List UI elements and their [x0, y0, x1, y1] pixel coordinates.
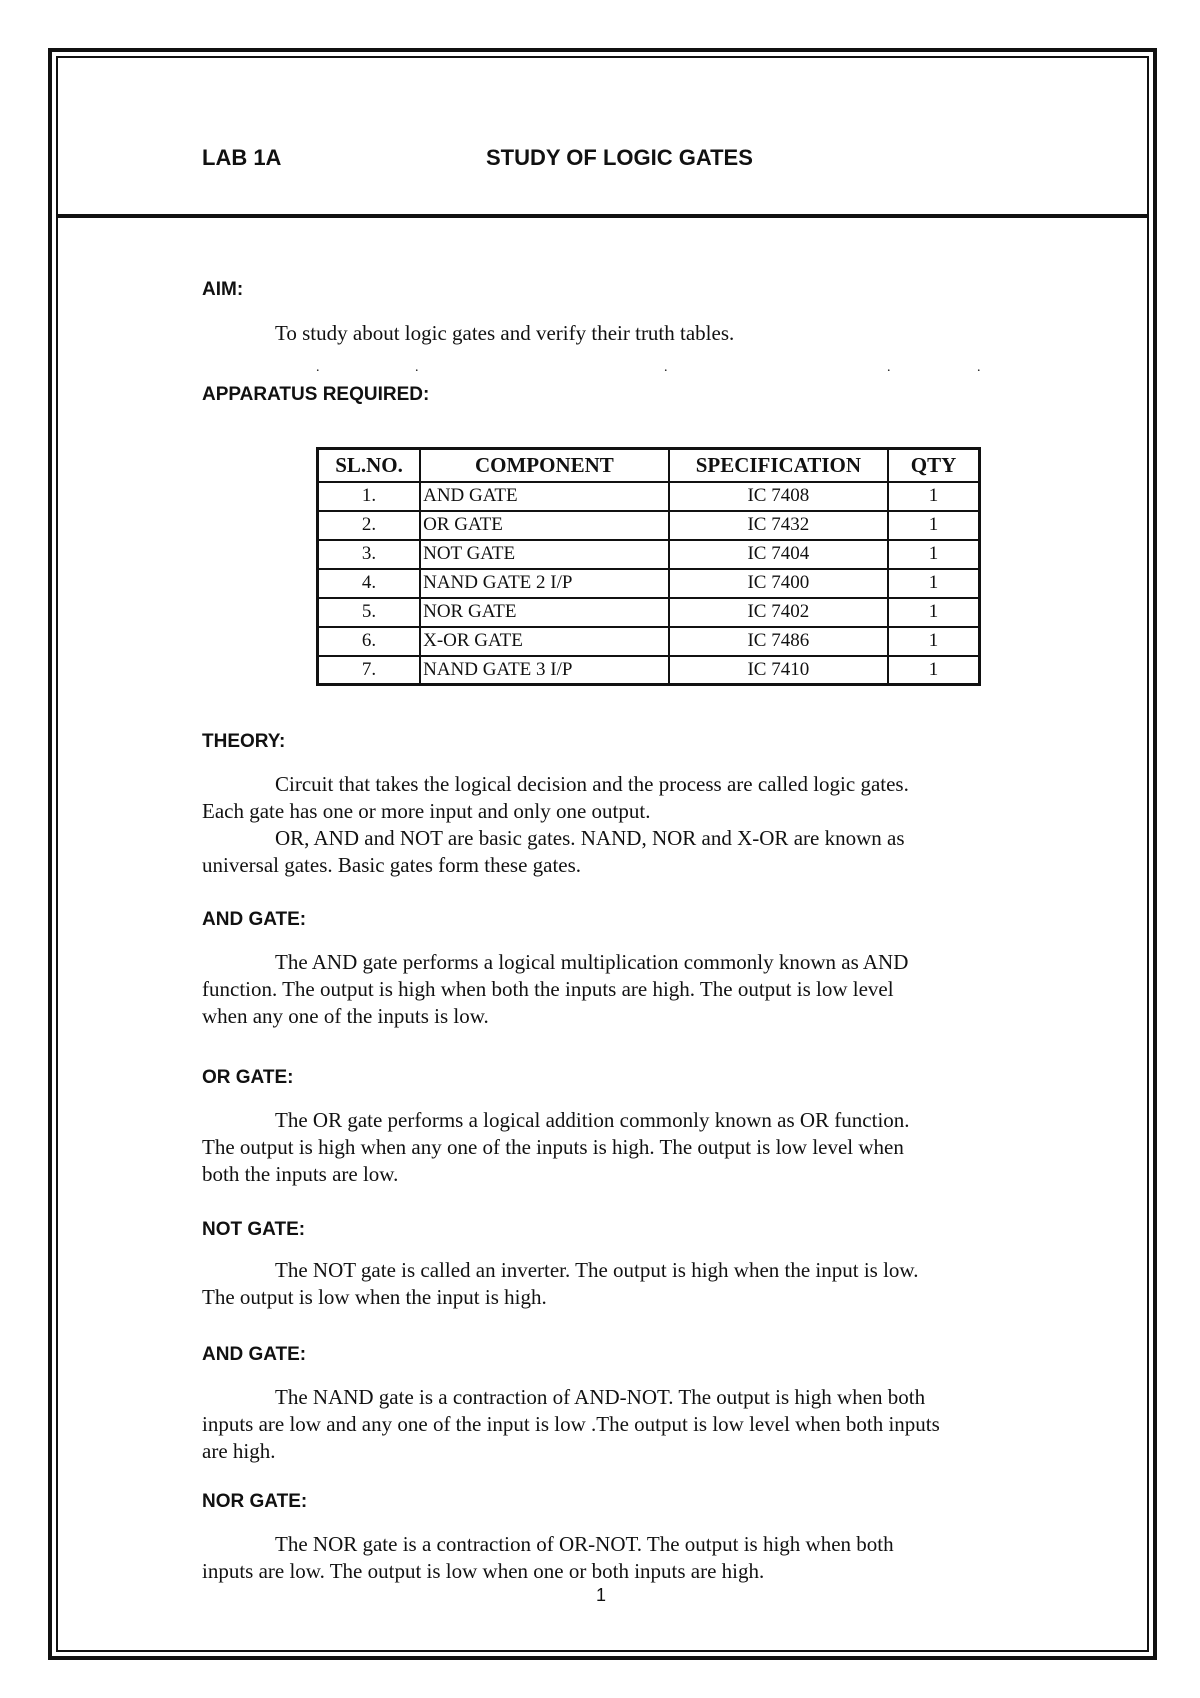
or-gate-paragraph [202, 1107, 1036, 1188]
cell-slno: 4. [318, 569, 421, 598]
column-header-component: COMPONENT [420, 449, 669, 482]
table-row [318, 540, 980, 569]
and-gate-paragraph [202, 949, 1036, 1030]
cell-qty: 1 [888, 511, 979, 540]
cell-qty: 1 [888, 656, 979, 685]
nor-gate-paragraph [202, 1531, 1036, 1585]
cell-specification: IC 7400 [669, 569, 888, 598]
and-gate-line: The AND gate performs a logical multiplication commonly known as AND [275, 950, 909, 974]
column-header-qty: QTY [888, 449, 979, 482]
cell-specification: IC 7410 [669, 656, 888, 685]
cell-specification: IC 7402 [669, 598, 888, 627]
stray-dots [202, 360, 1002, 375]
aim-heading: AIM: [202, 279, 244, 300]
and-gate-line: function. The output is high when both the inputs are high. The output is low level [202, 977, 894, 1001]
header-divider [56, 214, 1149, 218]
table-row [318, 656, 980, 685]
page-title: STUDY OF LOGIC GATES [486, 145, 753, 170]
or-gate-line: both the inputs are low. [202, 1162, 399, 1186]
nor-gate-heading: NOR GATE: [202, 1491, 308, 1512]
aim-text-content: To study about logic gates and verify their truth tables. [275, 321, 735, 345]
theory-line: Each gate has one or more input and only one output. [202, 799, 651, 823]
column-header-slno: SL.NO. [318, 449, 421, 482]
theory-line: universal gates. Basic gates form these gates. [202, 853, 582, 877]
not-gate-paragraph [202, 1257, 1036, 1311]
dot: . [887, 360, 891, 375]
not-gate-heading: NOT GATE: [202, 1219, 306, 1240]
nor-gate-line: inputs are low. The output is low when one or both inputs are high. [202, 1559, 765, 1583]
theory-paragraph [202, 771, 1036, 879]
table-header-row [318, 449, 980, 482]
cell-qty: 1 [888, 569, 979, 598]
and-gate-heading: AND GATE: [202, 909, 307, 930]
table-row [318, 482, 980, 511]
dot: . [664, 360, 668, 375]
cell-component: NAND GATE 2 I/P [420, 569, 669, 598]
nand-gate-line: The NAND gate is a contraction of AND-NOT. The output is high when both [275, 1385, 926, 1409]
cell-qty: 1 [888, 540, 979, 569]
cell-specification: IC 7408 [669, 482, 888, 511]
or-gate-line: The OR gate performs a logical addition commonly known as OR function. [275, 1108, 910, 1132]
cell-specification: IC 7404 [669, 540, 888, 569]
theory-heading: THEORY: [202, 731, 286, 752]
apparatus-table [316, 447, 981, 686]
cell-qty: 1 [888, 627, 979, 656]
table-row [318, 627, 980, 656]
not-gate-line: The output is low when the input is high. [202, 1285, 547, 1309]
nand-gate-line: inputs are low and any one of the input is low .The output is low level when both inputs [202, 1412, 940, 1436]
table-row [318, 598, 980, 627]
or-gate-line: The output is high when any one of the inputs is high. The output is low level when [202, 1135, 904, 1159]
cell-slno: 5. [318, 598, 421, 627]
cell-qty: 1 [888, 482, 979, 511]
cell-slno: 7. [318, 656, 421, 685]
page-number: 1 [596, 1585, 607, 1605]
not-gate-line: The NOT gate is called an inverter. The output is high when the input is low. [275, 1258, 919, 1282]
cell-slno: 2. [318, 511, 421, 540]
theory-line: Circuit that takes the logical decision and the process are called logic gates. [275, 772, 909, 796]
dot: . [977, 360, 981, 375]
cell-component: NAND GATE 3 I/P [420, 656, 669, 685]
cell-component: X-OR GATE [420, 627, 669, 656]
cell-slno: 6. [318, 627, 421, 656]
nand-gate-paragraph [202, 1384, 1036, 1465]
cell-component: NOR GATE [420, 598, 669, 627]
cell-qty: 1 [888, 598, 979, 627]
cell-component: OR GATE [420, 511, 669, 540]
lab-number: LAB 1A [202, 145, 282, 170]
nor-gate-line: The NOR gate is a contraction of OR-NOT. The output is high when both [275, 1532, 894, 1556]
dot: . [415, 360, 419, 375]
cell-component: AND GATE [420, 482, 669, 511]
nand-gate-heading: AND GATE: [202, 1344, 307, 1365]
nand-gate-line: are high. [202, 1439, 276, 1463]
table-row [318, 569, 980, 598]
cell-slno: 1. [318, 482, 421, 511]
dot: . [316, 360, 320, 375]
aim-text [202, 320, 1036, 347]
theory-line: OR, AND and NOT are basic gates. NAND, NOR and X-OR are known as [275, 826, 905, 850]
cell-specification: IC 7486 [669, 627, 888, 656]
and-gate-line: when any one of the inputs is low. [202, 1004, 489, 1028]
cell-component: NOT GATE [420, 540, 669, 569]
table-row [318, 511, 980, 540]
column-header-specification: SPECIFICATION [669, 449, 888, 482]
cell-specification: IC 7432 [669, 511, 888, 540]
or-gate-heading: OR GATE: [202, 1067, 294, 1088]
apparatus-heading: APPARATUS REQUIRED: [202, 384, 430, 405]
cell-slno: 3. [318, 540, 421, 569]
